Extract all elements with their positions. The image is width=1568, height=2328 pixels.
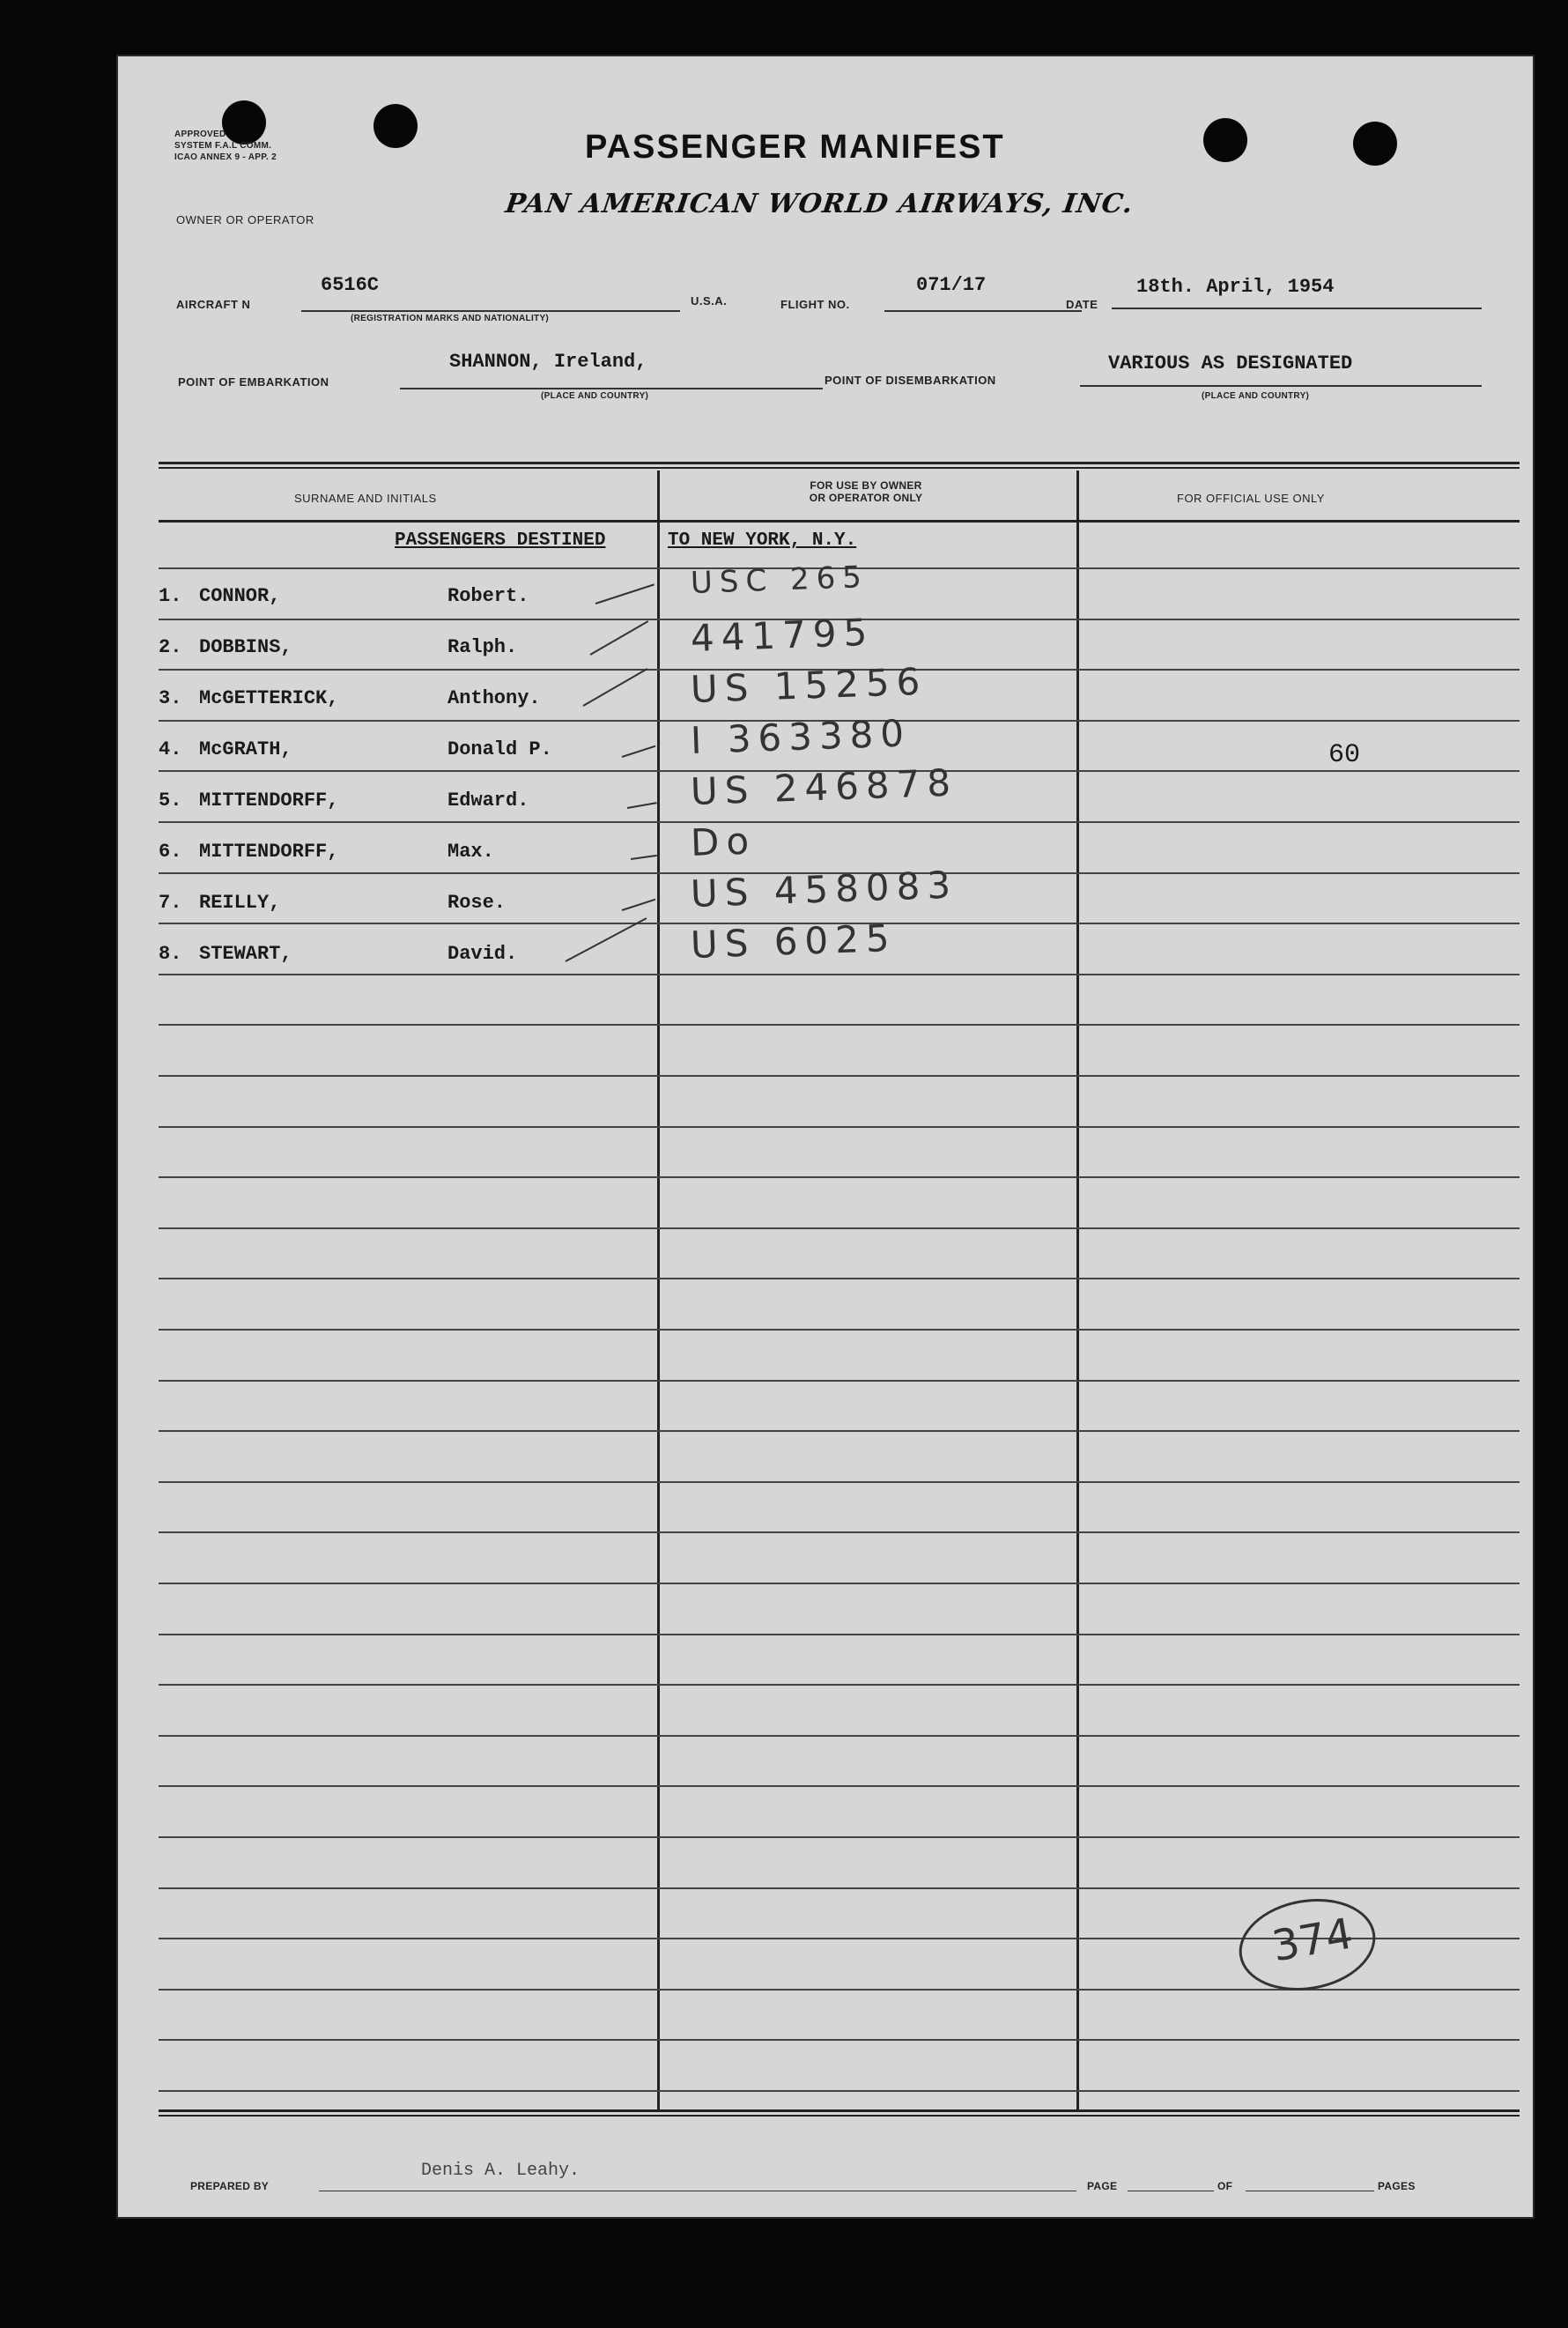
column-header-owner-line: OR OPERATOR ONLY — [809, 492, 923, 504]
airline-name: PAN AMERICAN WORLD AIRWAYS, INC. — [503, 189, 1135, 219]
embark-label: POINT OF EMBARKATION — [178, 375, 329, 389]
column-header-surname: SURNAME AND INITIALS — [294, 492, 437, 505]
row-rule — [159, 2090, 1520, 2092]
passenger-given-name: Ralph. — [447, 636, 518, 658]
aircraft-label: AIRCRAFT N — [176, 298, 251, 311]
passenger-given-name: Max. — [447, 841, 494, 863]
place-caption: (PLACE AND COUNTRY) — [541, 391, 649, 401]
column-header-owner-line: FOR USE BY OWNER — [810, 479, 922, 492]
passenger-surname: REILLY, — [199, 892, 281, 914]
row-rule — [159, 1531, 1520, 1533]
prepared-label: PREPARED BY — [190, 2180, 270, 2192]
row-rule — [159, 1634, 1520, 1635]
punch-hole — [1203, 118, 1247, 162]
passenger-number: 5. — [159, 790, 182, 812]
section-heading: TO NEW YORK, N.Y. — [668, 530, 857, 551]
row-rule — [159, 1024, 1520, 1026]
passport-number: US 6025 — [690, 916, 898, 967]
approval-stamp — [174, 129, 277, 163]
passenger-given-name: Rose. — [447, 892, 507, 914]
passenger-number: 8. — [159, 943, 182, 965]
row-rule — [159, 1126, 1520, 1128]
approval-line: APPROVED — [174, 130, 226, 139]
passenger-surname: STEWART, — [199, 943, 292, 965]
passenger-surname: DOBBINS, — [199, 636, 292, 658]
passport-number: I 363380 — [690, 711, 912, 762]
page-label: PAGE — [1087, 2180, 1118, 2192]
passenger-surname: McGRATH, — [199, 738, 292, 760]
column-header-owner — [773, 479, 958, 504]
passenger-number: 1. — [159, 585, 182, 607]
row-rule — [159, 1684, 1520, 1686]
passport-number: Do — [690, 819, 757, 864]
disembark-value: VARIOUS AS DESIGNATED — [1108, 352, 1353, 374]
usa-label: U.S.A. — [691, 294, 728, 308]
check-mark — [631, 855, 657, 860]
passenger-given-name: Robert. — [447, 585, 529, 607]
section-heading: PASSENGERS DESTINED — [395, 530, 606, 551]
circled-note — [1231, 1888, 1382, 2001]
row-rule — [159, 1075, 1520, 1077]
passenger-number: 3. — [159, 687, 182, 709]
row-rule — [159, 1329, 1520, 1331]
check-mark — [583, 668, 648, 707]
flight-value: 071/17 — [916, 274, 987, 296]
aircraft-value: 6516C — [321, 274, 380, 296]
manifest-page — [118, 56, 1533, 2217]
punch-hole — [1353, 122, 1397, 166]
row-rule — [159, 1430, 1520, 1432]
row-rule — [159, 1785, 1520, 1787]
passenger-given-name: Donald P. — [447, 738, 552, 760]
passenger-number: 6. — [159, 841, 182, 863]
row-rule — [159, 1735, 1520, 1737]
passenger-number: 7. — [159, 892, 182, 914]
passenger-number: 2. — [159, 636, 182, 658]
embark-value: SHANNON, Ireland, — [449, 351, 647, 373]
date-label: DATE — [1066, 298, 1098, 311]
passenger-surname: CONNOR, — [199, 585, 281, 607]
official-mark: 60 — [1328, 740, 1361, 770]
pages-label: PAGES — [1378, 2180, 1416, 2192]
row-rule — [159, 1380, 1520, 1382]
row-rule — [159, 1227, 1520, 1229]
passenger-surname: McGETTERICK, — [199, 687, 339, 709]
place-caption: (PLACE AND COUNTRY) — [1202, 391, 1310, 401]
check-mark — [622, 899, 656, 911]
owner-label: OWNER OR OPERATOR — [176, 213, 314, 226]
check-mark — [627, 802, 657, 809]
passenger-given-name: Edward. — [447, 790, 529, 812]
approval-line: ICAO ANNEX 9 - APP. 2 — [174, 152, 277, 162]
punch-hole — [374, 104, 418, 148]
passport-number: US 15256 — [690, 659, 928, 711]
passport-number: US 458083 — [690, 863, 958, 916]
row-rule — [159, 1176, 1520, 1178]
row-rule — [159, 1887, 1520, 1889]
row-rule — [159, 1836, 1520, 1838]
registration-caption: (REGISTRATION MARKS AND NATIONALITY) — [351, 314, 550, 323]
row-rule — [159, 821, 1520, 823]
check-mark — [590, 620, 649, 656]
passport-number: US 246878 — [690, 760, 958, 813]
passport-number: 441795 — [690, 610, 876, 660]
approval-line: SYSTEM F.A.L COMM. — [174, 141, 272, 151]
row-rule — [159, 2039, 1520, 2041]
passenger-surname: MITTENDORFF, — [199, 841, 339, 863]
date-value: 18th. April, 1954 — [1136, 276, 1335, 298]
passenger-given-name: David. — [447, 943, 518, 965]
column-header-official: FOR OFFICIAL USE ONLY — [1177, 492, 1325, 505]
passenger-number: 4. — [159, 738, 182, 760]
passenger-surname: MITTENDORFF, — [199, 790, 339, 812]
row-rule — [159, 1481, 1520, 1483]
passenger-given-name: Anthony. — [447, 687, 541, 709]
page-title: PASSENGER MANIFEST — [585, 129, 1005, 166]
row-rule — [159, 974, 1520, 975]
check-mark — [595, 583, 655, 604]
check-mark — [622, 745, 656, 758]
row-rule — [159, 1583, 1520, 1584]
of-label: OF — [1217, 2180, 1233, 2192]
passport-number: USC 265 — [690, 559, 869, 601]
prepared-value: Denis A. Leahy. — [421, 2161, 581, 2181]
row-rule — [159, 1278, 1520, 1279]
flight-label: FLIGHT NO. — [780, 298, 850, 311]
circled-note-text: 374 — [1268, 1909, 1357, 1972]
disembark-label: POINT OF DISEMBARKATION — [825, 374, 996, 387]
